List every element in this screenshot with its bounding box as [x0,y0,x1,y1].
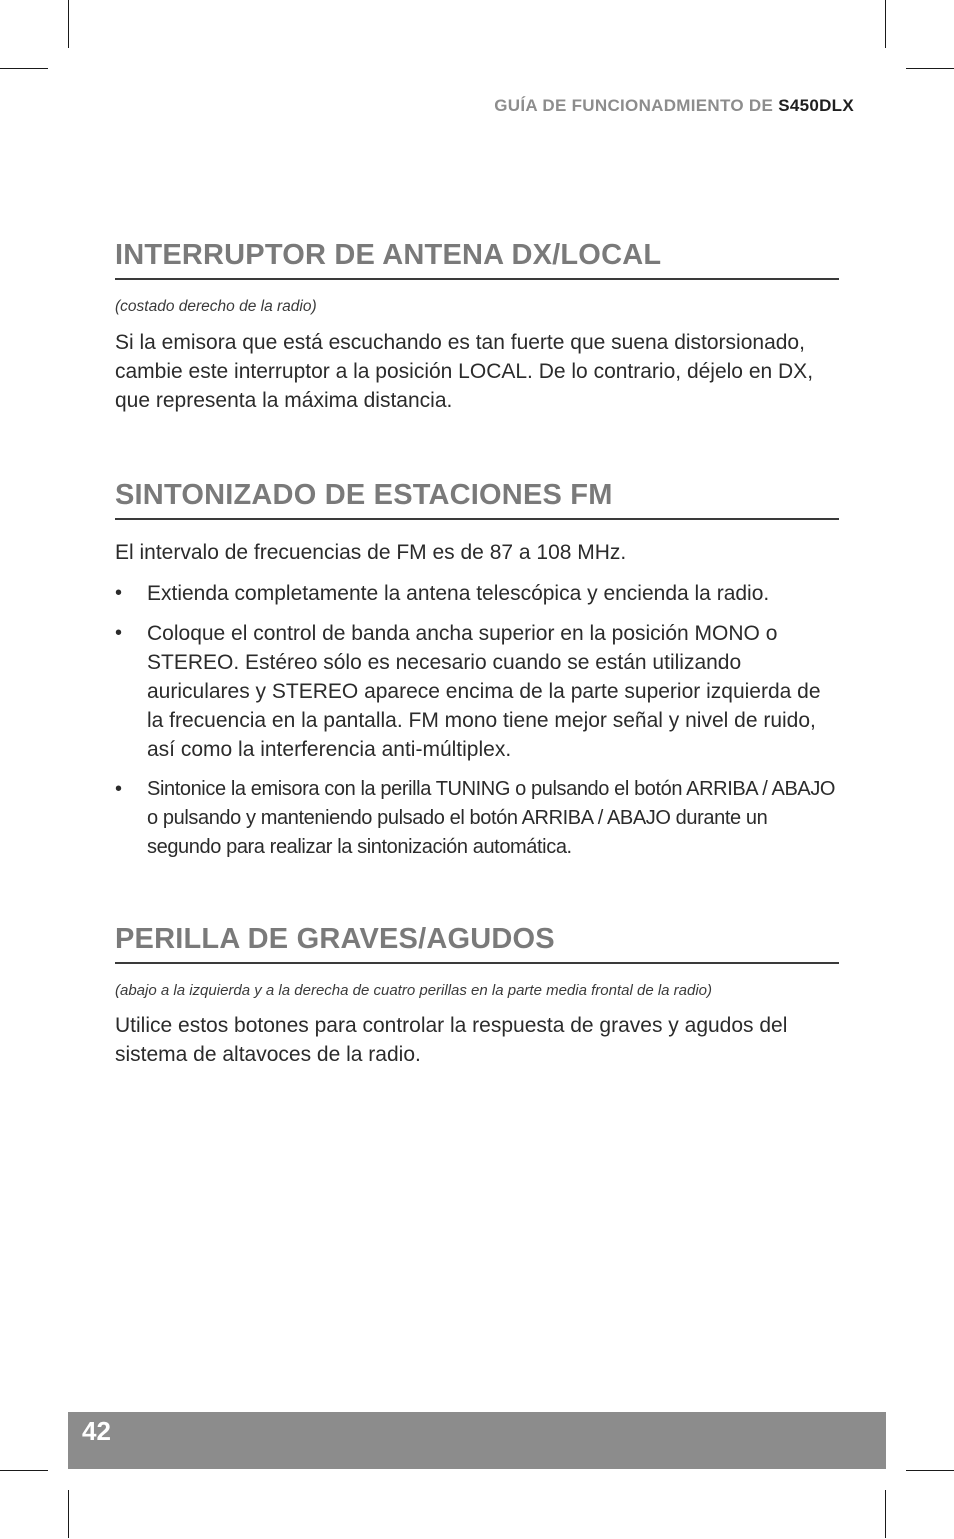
list-item-text: Sintonice la emisora con la perilla TUNING o pulsando el botón ARRIBA / ABAJO o pulsando y manteniendo pulsado el botón ARRIBA / ABAJO durante un segundo para realizar la sintonización automática. [147,778,836,858]
section-fm-tuning [115,478,839,873]
section-note: (abajo a la izquierda y a la derecha de cuatro perillas en la parte media frontal de la radio) [115,982,713,999]
header-model: S450DLX [778,96,854,115]
running-header [494,96,854,116]
bullet-icon: • [115,778,122,800]
section-title: SINTONIZADO DE ESTACIONES FM [115,478,839,520]
crop-mark [68,1490,69,1538]
crop-mark [0,1470,48,1471]
crop-mark [906,68,954,69]
list-item-text: Extienda completamente la antena telescópica y encienda la radio. [147,582,770,605]
section-note: (costado derecho de la radio) [115,298,317,315]
section-body: Si la emisora que está escuchando es tan fuerte que suena distorsionado, cambie este interruptor a la posición LOCAL. De lo contrario, déjelo en DX, que representa la máxima distancia. [115,331,814,412]
bullet-icon: • [115,622,123,644]
section-antenna-switch [115,238,839,415]
crop-mark [885,0,886,48]
list-item [115,619,839,764]
header-prefix: GUÍA DE FUNCIONADMIENTO DE [494,96,774,115]
section-title: PERILLA DE GRAVES/AGUDOS [115,922,839,964]
bullet-list [115,579,839,862]
footer-bar [68,1412,886,1469]
crop-mark [885,1490,886,1538]
section-body: Utilice estos botones para controlar la respuesta de graves y agudos del sistema de altavoces de la radio. [115,1014,788,1066]
page-number: 42 [82,1416,111,1446]
crop-mark [906,1470,954,1471]
bullet-icon: • [115,582,123,604]
section-body: El intervalo de frecuencias de FM es de 87 a 108 MHz. [115,541,627,564]
list-item-text: Coloque el control de banda ancha superior en la posición MONO o STEREO. Estéreo sólo es necesario cuando se están utilizando auriculares y STEREO aparece encima de la parte superior izquierda de la frecuencia en la pantalla. FM mono tiene mejor señal y nivel de ruido, así como la interferencia anti-múltiplex. [147,622,821,761]
section-title: INTERRUPTOR DE ANTENA DX/LOCAL [115,238,839,280]
crop-mark [68,0,69,48]
list-item [115,775,839,862]
section-bass-treble [115,922,839,1069]
list-item [115,579,839,608]
crop-mark [0,68,48,69]
